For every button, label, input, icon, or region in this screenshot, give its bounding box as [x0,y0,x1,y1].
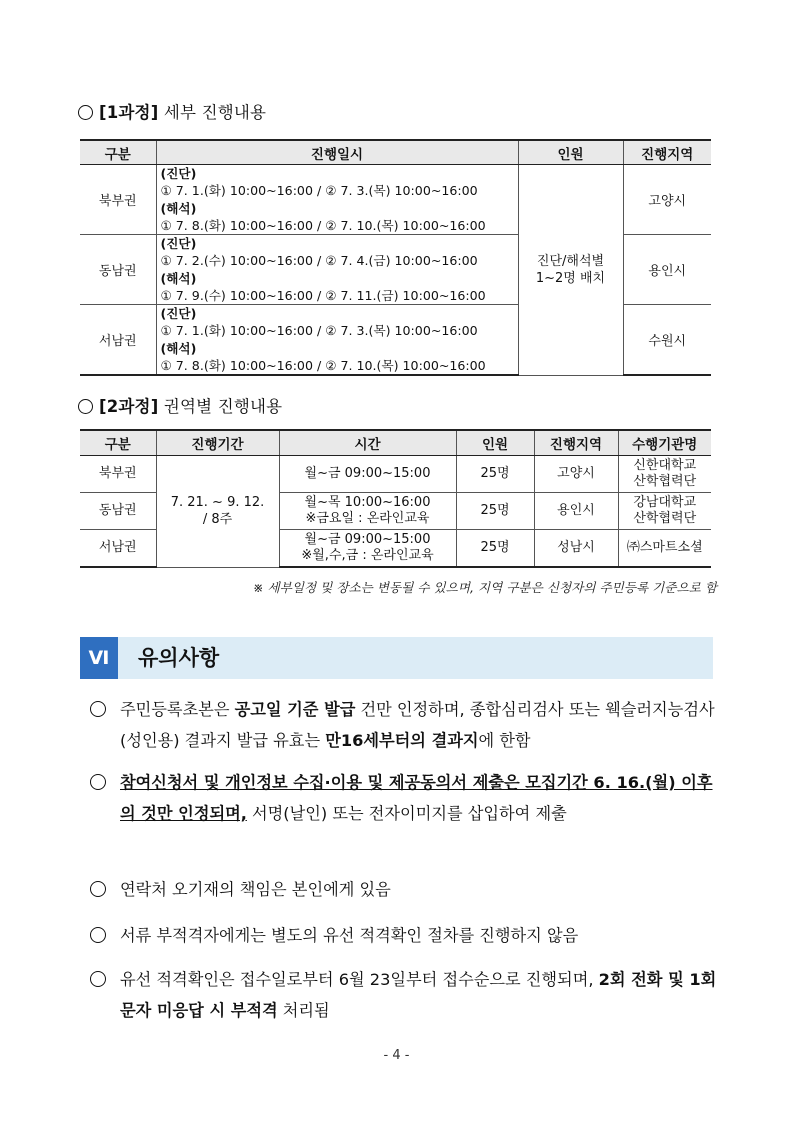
header-cell: 진행일시 [156,140,518,165]
table-row [80,165,711,235]
text: 서명(날인) 또는 전자이미지를 삽입하여 제출 [246,804,567,823]
text: 처리됨 [277,1001,330,1020]
notice-item [90,767,720,829]
city-cell: 용인시 [623,235,711,305]
circle-bullet-icon [90,927,106,943]
diag-times: ① 7. 1.(화) 10:00~16:00 / ② 7. 3.(목) 10:00~16:00 [160,183,478,199]
footnote: ※ 세부일정 및 장소는 변동될 수 있으며, 지역 구분은 신청자의 주민등록 기준으로 함 [252,580,717,595]
header-cell: 진행기간 [156,430,279,456]
people-cell: 25명 [456,493,534,530]
people-cell: 25명 [456,530,534,568]
region-cell: 동남권 [80,493,156,530]
interp-times: ① 7. 8.(화) 10:00~16:00 / ② 7. 10.(목) 10:00~16:00 [160,357,486,373]
header-cell: 시간 [279,430,456,456]
city-cell: 수원시 [623,305,711,376]
interp-label: (해석) [160,270,197,286]
section2-bracket: [2과정] [99,397,159,416]
interp-times: ① 7. 9.(수) 10:00~16:00 / ② 7. 11.(금) 10:00~16:00 [160,287,486,303]
section2-title: 권역별 진행내용 [163,397,283,416]
text: 유선 적격확인은 접수일로부터 6월 23일부터 접수순으로 진행되며, [120,970,599,989]
notice-item [90,874,720,905]
circle-bullet-icon [78,105,93,120]
text: 에 한함 [478,731,531,750]
org-cell: ㈜스마트소셜 [618,530,711,568]
time-cell: 월~금 09:00~15:00 ※월,수,금 : 온라인교육 [279,530,456,568]
region-cell: 서남권 [80,305,156,376]
header-cell: 진행지역 [534,430,618,456]
schedule-cell [156,235,518,305]
bold-text: 공고일 기준 발급 [234,700,356,719]
notice-item [90,964,720,1026]
city-cell: 고양시 [534,456,618,493]
table-header-row [80,140,711,165]
circle-bullet-icon [90,774,106,790]
circle-bullet-icon [90,971,106,987]
header-cell: 인원 [518,140,623,165]
diag-times: ① 7. 2.(수) 10:00~16:00 / ② 7. 4.(금) 10:00~16:00 [160,253,478,269]
header-cell: 구분 [80,140,156,165]
schedule-table-2 [80,429,711,568]
org-cell: 강남대학교 산학협력단 [618,493,711,530]
text: 주민등록초본은 [120,700,235,719]
people-cell: 25명 [456,456,534,493]
period-cell: 7. 21. ~ 9. 12. / 8주 [156,456,279,568]
header-cell: 수행기관명 [618,430,711,456]
bold-text: 2회 전화 및 1회 문자 미응답 시 부적격 [120,970,717,1020]
region-cell: 북부권 [80,456,156,493]
org-cell: 신한대학교 산학협력단 [618,456,711,493]
chapter-number: Ⅵ [80,637,118,679]
diag-times: ① 7. 1.(화) 10:00~16:00 / ② 7. 3.(목) 10:00~16:00 [160,323,478,339]
diag-label: (진단) [160,236,197,252]
schedule-table-1 [80,139,711,376]
section1-title: 세부 진행내용 [163,103,267,122]
region-cell: 동남권 [80,235,156,305]
circle-bullet-icon [78,399,93,414]
text: 연락처 오기재의 책임은 본인에게 있음 [120,880,391,899]
diag-label: (진단) [160,166,197,182]
bold-text: 만16세부터의 결과지 [325,731,479,750]
circle-bullet-icon [90,881,106,897]
city-cell: 고양시 [623,165,711,235]
schedule-cell [156,165,518,235]
city-cell: 성남시 [534,530,618,568]
diag-label: (진단) [160,306,197,322]
header-cell: 구분 [80,430,156,456]
interp-label: (해석) [160,200,197,216]
interp-times: ① 7. 8.(화) 10:00~16:00 / ② 7. 10.(목) 10:00~16:00 [160,217,486,233]
time-cell: 월~목 10:00~16:00 ※금요일 : 온라인교육 [279,493,456,530]
interp-label: (해석) [160,340,197,356]
text: 건만 인정하며, 종합심리검사 또는 웩슬러지능검사(성인용) 결과지 발급 유효는 [120,700,715,750]
staff-cell: 진단/해석별 1~2명 배치 [518,165,623,376]
circle-bullet-icon [90,701,106,717]
section1-bracket: [1과정] [99,103,159,122]
page-number: - 4 - [383,1048,410,1063]
region-cell: 서남권 [80,530,156,568]
table-row [80,456,711,493]
schedule-cell [156,305,518,376]
bold-underlined-text: 참여신청서 및 개인정보 수집·이용 및 제공동의서 제출은 모집기간 6. 16.(월) 이후의 것만 인정되며, [120,773,713,823]
header-cell: 진행지역 [623,140,711,165]
notice-item [90,694,720,756]
chapter-title: 유의사항 [138,646,220,670]
time-cell: 월~금 09:00~15:00 [279,456,456,493]
section2-heading [78,393,282,417]
text: 서류 부적격자에게는 별도의 유선 적격확인 절차를 진행하지 않음 [120,926,579,945]
region-cell: 북부권 [80,165,156,235]
header-cell: 인원 [456,430,534,456]
table-header-row [80,430,711,456]
city-cell: 용인시 [534,493,618,530]
section1-heading [78,99,266,123]
notice-item [90,920,720,951]
